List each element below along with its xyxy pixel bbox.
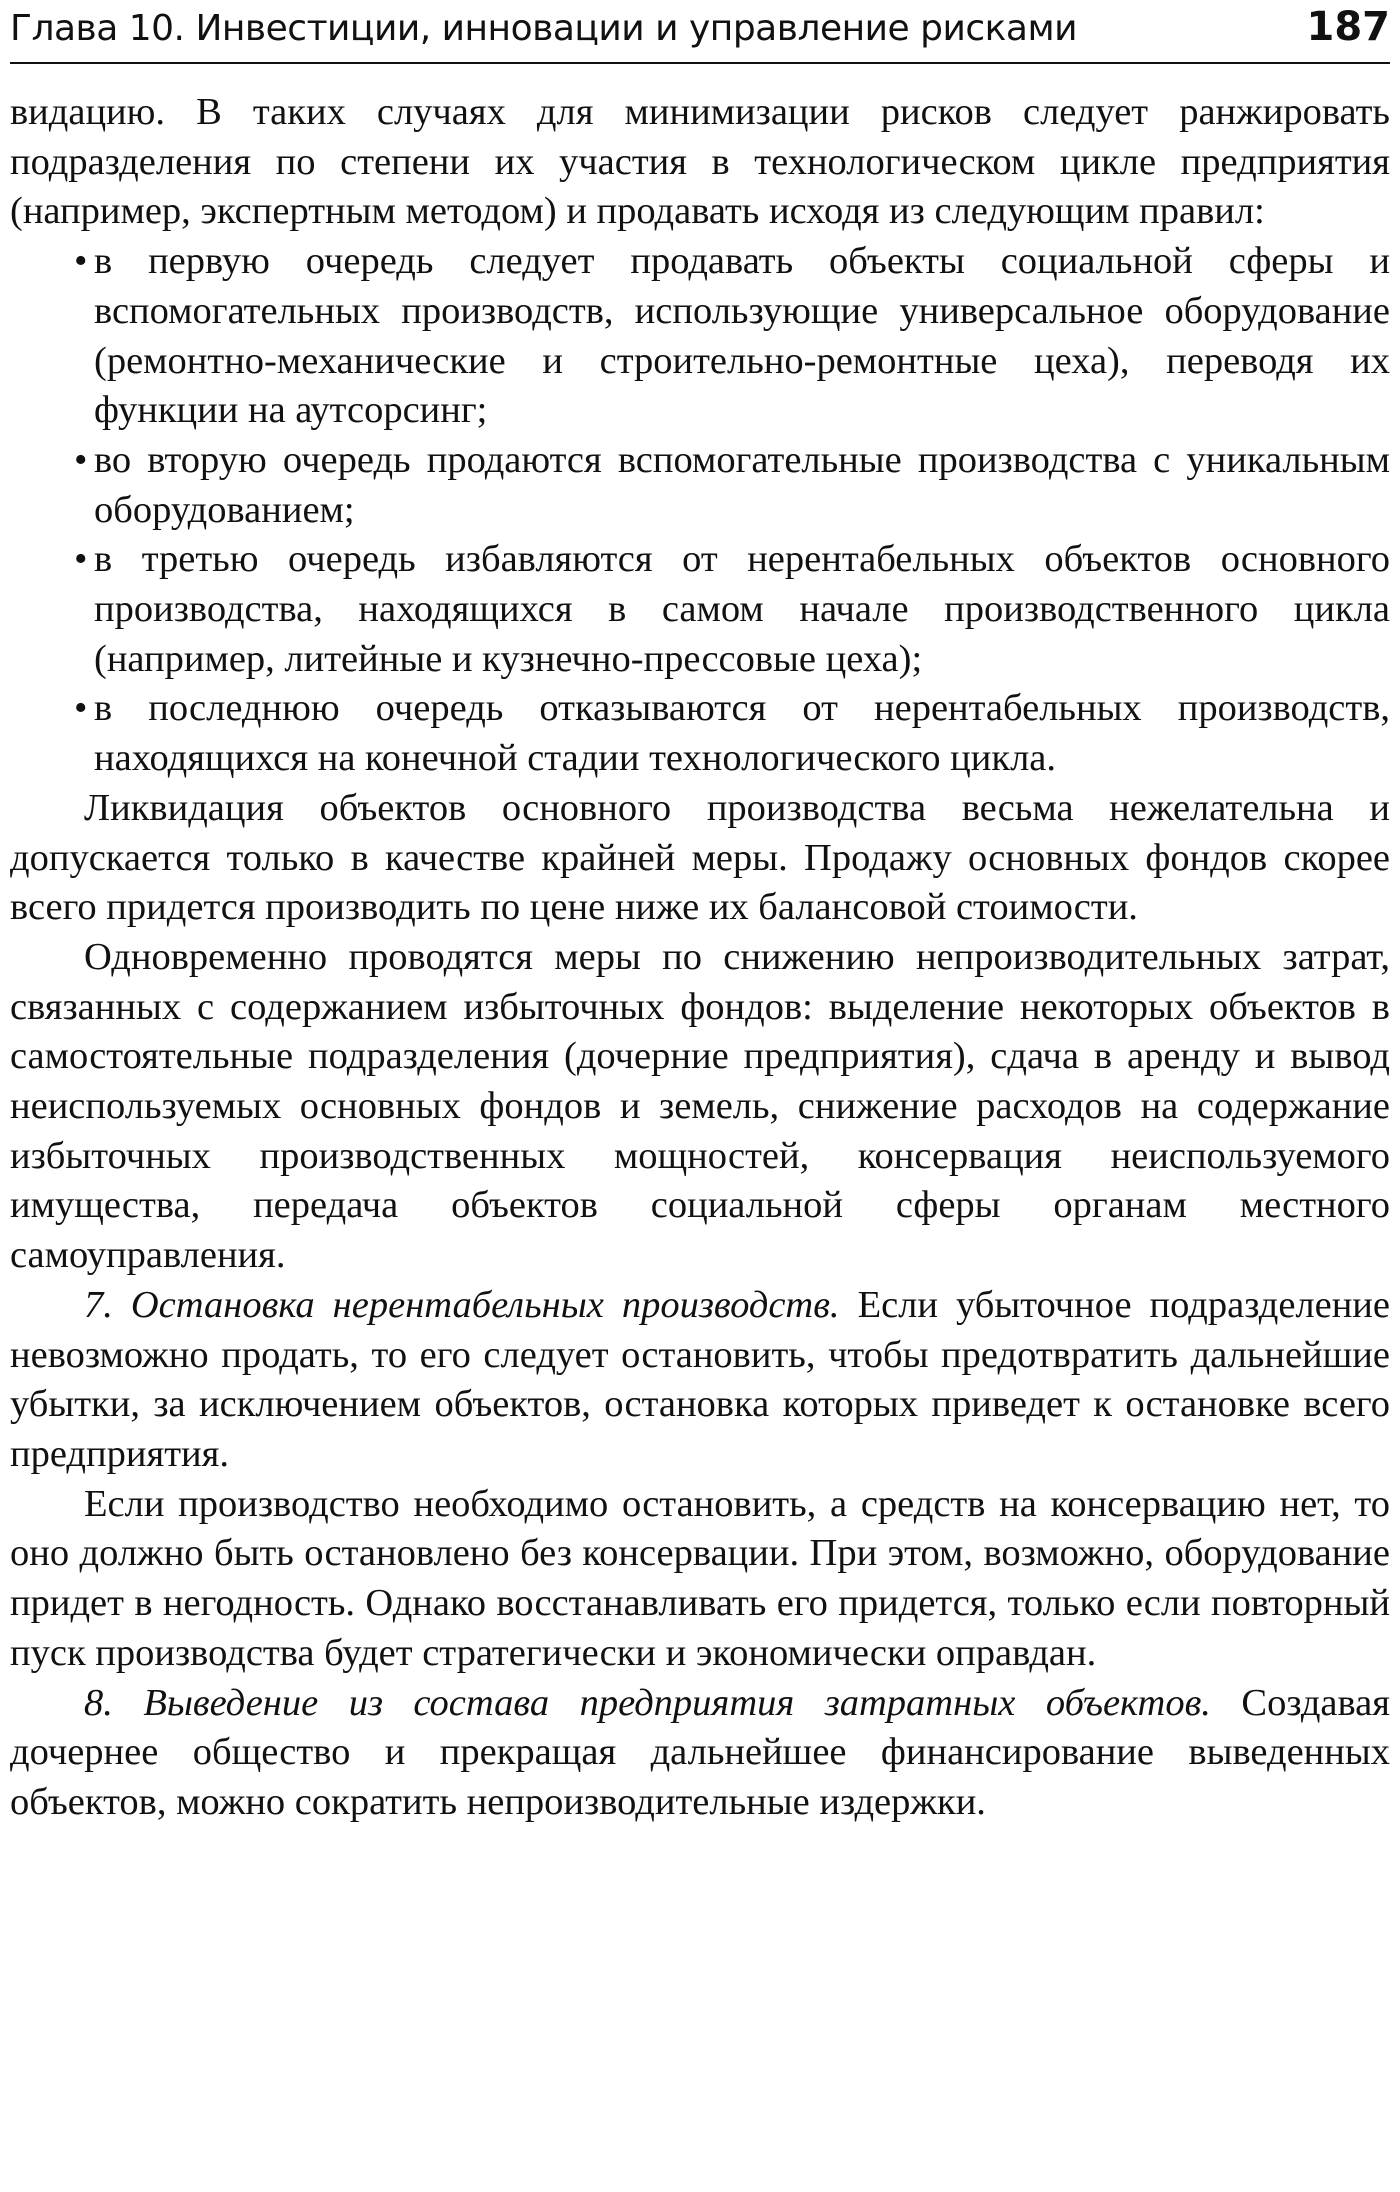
book-page xyxy=(10,0,1390,2192)
list-item-text: во вторую очередь продаются вспомогательные производства с уникальным оборудованием; xyxy=(94,438,1390,531)
bullet-list xyxy=(10,237,1390,784)
section-7-text: Если убыточное подразделение невозможно продать, то его следует остановить, чтобы предотвратить дальнейшие убытки, за исключением объектов, остановка которых приведет к остановке всего предприятия. xyxy=(10,1283,1390,1475)
list-item xyxy=(10,436,1390,535)
bullet-icon: • xyxy=(74,538,88,581)
cost-reduction-paragraph: Одновременно проводятся меры по снижению непроизводительных затрат, связанных с содержанием избыточных фондов: выделение некоторых объектов в самостоятельные подразделения (дочерние предприятия), сдача в аренду и вывод неиспользуемых основных фондов и земель, снижение расходов на содержание избыточных производственных мощностей, консервация неиспользуемого имущества, передача объектов социальной сферы органам местного самоуправления. xyxy=(10,935,1390,1277)
list-item xyxy=(10,684,1390,783)
bullet-icon: • xyxy=(74,240,88,283)
page-body xyxy=(10,88,1390,1828)
section-8-text: Создавая дочернее общество и прекращая дальнейшее финансирование выведенных объектов, можно сократить непроизводительные издержки. xyxy=(10,1681,1390,1823)
bullet-icon: • xyxy=(74,687,88,730)
list-item xyxy=(10,237,1390,436)
chapter-title: Глава 10. Инвестиции, инновации и управление рисками xyxy=(10,8,1078,49)
list-item-text: в третью очередь избавляются от нерентабельных объектов основного производства, находящихся в самом начале производственного цикла (например, литейные и кузнечно-прессовые цеха); xyxy=(94,538,1390,680)
liquidation-paragraph: Ликвидация объектов основного производства весьма нежелательна и допускается только в качестве крайней меры. Продажу основных фондов скорее всего придется производить по цене ниже их балансовой стоимости. xyxy=(10,786,1390,929)
list-item xyxy=(10,535,1390,684)
section-8-paragraph xyxy=(10,1679,1390,1828)
section-8-heading: 8. Выведение из состава предприятия затратных объектов. xyxy=(84,1681,1211,1724)
section-7-heading: 7. Остановка нерентабельных производств. xyxy=(84,1283,840,1326)
running-header xyxy=(10,4,1390,64)
section-7-paragraph xyxy=(10,1281,1390,1480)
intro-paragraph: видацию. В таких случаях для минимизации рисков следует ранжировать подразделения по степени их участия в технологическом цикле предприятия (например, экспертным методом) и продавать исходя из следующим правил: xyxy=(10,91,1390,233)
page-number: 187 xyxy=(1306,4,1390,50)
list-item-text: в последнюю очередь отказываются от нерентабельных производств, находящихся на конечной стадии технологического цикла. xyxy=(94,687,1390,780)
list-item-text: в первую очередь следует продавать объекты социальной сферы и вспомогательных производств, использующие универсальное оборудование (ремонтно-механические и строительно-ремонтные цеха), переводя их функции на аутсорсинг; xyxy=(94,240,1390,432)
shutdown-paragraph: Если производство необходимо остановить, а средств на консервацию нет, то оно должно быть остановлено без консервации. При этом, возможно, оборудование придет в негодность. Однако восстанавливать его придется, только если повторный пуск производства будет стратегически и экономически оправдан. xyxy=(10,1482,1390,1674)
bullet-icon: • xyxy=(74,438,88,481)
